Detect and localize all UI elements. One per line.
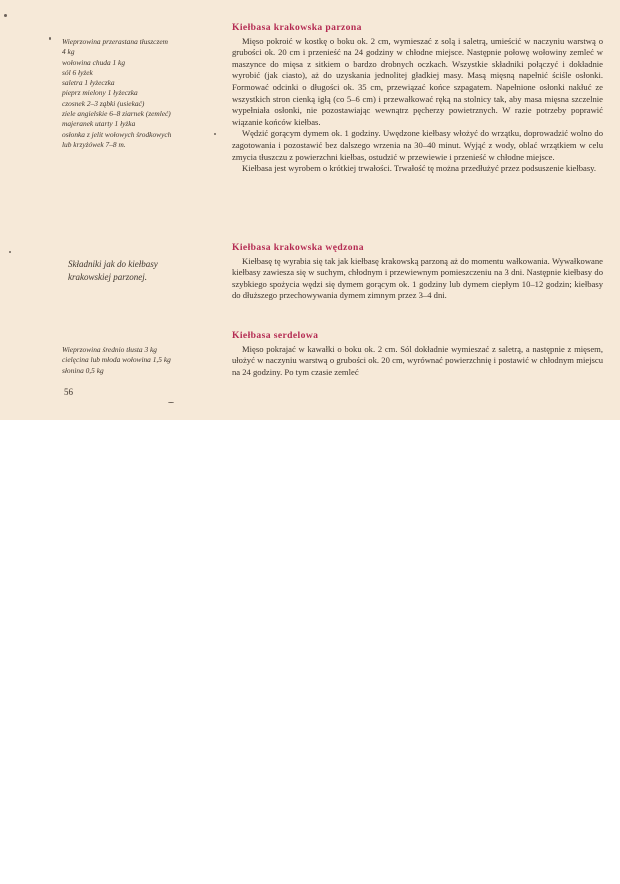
- scan-speck: [9, 251, 11, 253]
- ingredient-line: ziele angielskie 6–8 ziarnek (zemleć): [62, 109, 171, 119]
- ingredient-line: osłonka z jelit wołowych środkowych: [62, 129, 172, 139]
- recipe-paragraph: Kiełbasa jest wyrobem o krótkiej trwałości. Trwałość tę można przedłużyć przez podsuszenie kiełbasy.: [242, 163, 597, 174]
- ingredients-note-krakowska-wedzona: [68, 258, 228, 284]
- recipe-paragraph: Kiełbasę tę wyrabia się tak jak kiełbasę krakowską parzoną aż do momentu wałkowania. Wywałkowane kiełbasy zawiesza się w suchym, chłodnym i przewiewnym pomieszczeniu na 3 dni. Następnie kiełbasy do szybkiego spożycia wędzi się dymem gorącym ok. 1 godziny lub dymem ciepłym 10–12 godzin; kiełbasy do dłuższego przechowywania dymem zimnym przez 3–4 dni.: [232, 255, 603, 301]
- scanned-page: [0, 0, 620, 420]
- scan-speck: [168, 402, 174, 403]
- scan-speck: [49, 37, 51, 40]
- ingredients-serdelowa: [62, 345, 222, 376]
- ingredients-krakowska-parzona: [62, 37, 222, 150]
- ingredient-line: 4 kg: [62, 47, 75, 57]
- ingredient-line: majeranek utarty 1 łyżka: [62, 119, 136, 129]
- recipe-paragraph: Mięso pokrajać w kawałki o boku ok. 2 cm. Sól dokładnie wymieszać z saletrą, a następnie z mięsem, ułożyć w naczyniu warstwą o grubości ok. 20 cm, wyrównać powierzchnię i postawić w chłodnym miejscu na 24 godziny. Po tym czasie zemleć: [232, 343, 603, 377]
- ingredient-line: wołowina chuda 1 kg: [62, 57, 126, 67]
- scan-speck: [4, 14, 7, 17]
- recipe-title: Kiełbasa krakowska wędzona: [232, 242, 364, 253]
- ingredient-line: cielęcina lub młoda wołowina 1,5 kg: [62, 355, 171, 365]
- ingredient-line: lub krzyżówek 7–8 m.: [62, 139, 126, 149]
- recipe-title: Kiełbasa serdelowa: [232, 330, 319, 341]
- ingredient-line: saletra 1 łyżeczka: [62, 78, 115, 88]
- recipe-krakowska-wedzona: [232, 242, 603, 302]
- ingredient-line: słonina 0,5 kg: [62, 365, 104, 375]
- ingredient-line: Wieprzowina przerastana tłuszczem: [62, 37, 168, 46]
- recipe-krakowska-parzona: [232, 22, 603, 175]
- scan-speck: [214, 133, 216, 135]
- recipe-title: Kiełbasa krakowska parzona: [232, 22, 362, 33]
- ingredient-line: Wieprzowina średnio tłusta 3 kg: [62, 345, 157, 354]
- recipe-serdelowa: [232, 330, 603, 378]
- ingredient-line: pieprz mielony 1 łyżeczka: [62, 88, 138, 98]
- page-number: 56: [64, 387, 73, 397]
- recipe-paragraph: Mięso pokroić w kostkę o boku ok. 2 cm, wymieszać z solą i saletrą, umieścić w naczyniu warstwą o grubości ok. 20 cm i przenieść na 24 godziny w chłodne miejsce. Następnie połowę wołowiny zemleć w maszynce do mięsa z sitkiem o bardzo drobnych oczkach. Wszystkie składniki połączyć i dokładnie wyrobić (jak ciasto), aż do uzyskania jednolitej gładkiej masy. Masą mięsną napełnić ściśle osłonki. Formować odcinki o długości ok. 35 cm, przewiązać końce szpagatem. Napełnione osłonki nakłuć ze wszystkich stron cienką igłą (co 5–6 cm) i przewałkować ręką na stolnicy tak, aby masa mięsna szczelnie wypełniała osłonki, nie pozostawiając wewnątrz pęcherzy powietrznych. W razie potrzeby poprawić wiązanie końców kiełbas.: [232, 35, 603, 127]
- ingredient-line: sól 6 łyżek: [62, 67, 93, 77]
- note-line: Składniki jak do kiełbasy: [68, 259, 158, 269]
- ingredient-line: czosnek 2–3 ząbki (usiekać): [62, 98, 145, 108]
- note-line: krakowskiej parzonej.: [68, 272, 147, 282]
- recipe-paragraph: Wędzić gorącym dymem ok. 1 godziny. Uwędzone kiełbasy włożyć do wrzątku, doprowadzić wolno do zagotowania i pozostawić bez dalszego wrzenia na 30–40 minut. Wyjąć z wody, oblać wrzątkiem w celu zmycia tłuszczu z powierzchni kiełbas, ostudzić w przewiewie i przenieść w chłodne miejsce.: [232, 128, 603, 162]
